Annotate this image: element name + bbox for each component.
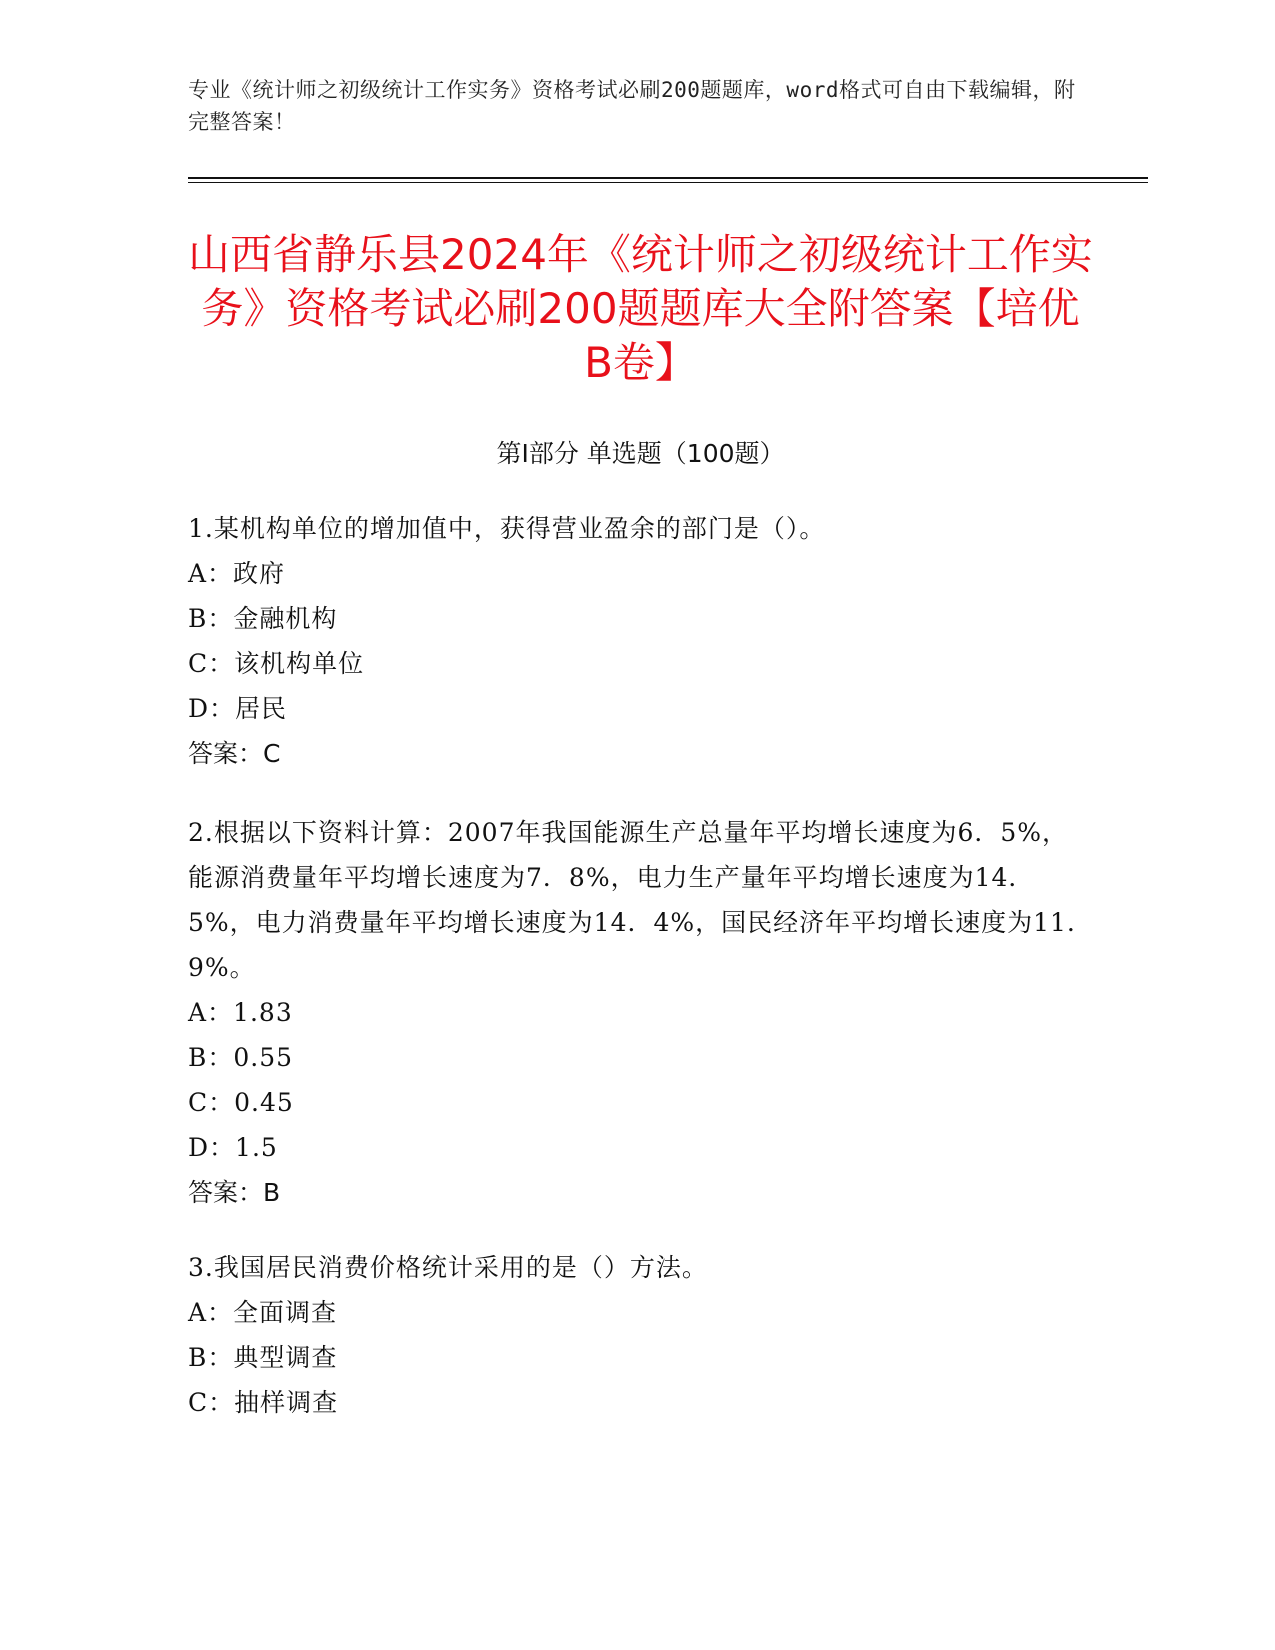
- option-c: C：抽样调查: [188, 1388, 339, 1417]
- option-d: D：居民: [188, 694, 288, 723]
- answer-text: 答案：C: [188, 739, 281, 768]
- question-stem: 3.我国居民消费价格统计采用的是（）方法。: [188, 1253, 708, 1282]
- section-heading: 第Ⅰ部分 单选题（100题）: [496, 439, 785, 468]
- question-1: [188, 506, 1093, 776]
- option-a: A：政府: [188, 559, 286, 588]
- answer-text: 答案：B: [188, 1178, 281, 1207]
- option-c: C：0.45: [188, 1088, 294, 1117]
- option-b: B：0.55: [188, 1043, 294, 1072]
- question-stem: 2.根据以下资料计算：2007年我国能源生产总量年平均增长速度为6．5%，能源消费量年平均增长速度为7．8%，电力生产量年平均增长速度为14．5%，电力消费量年平均增长速度为14．4%，国民经济年平均增长速度为11．9%。: [188, 818, 1093, 982]
- option-c: C：该机构单位: [188, 649, 365, 678]
- option-a: A：1.83: [188, 998, 293, 1027]
- option-a: A：全面调查: [188, 1298, 338, 1327]
- document-title: 山西省静乐县2024年《统计师之初级统计工作实务》资格考试必刷200题题库大全附答案【培优B卷】: [188, 230, 1093, 387]
- header-divider-thick: [188, 177, 1148, 179]
- question-stem: 1.某机构单位的增加值中，获得营业盈余的部门是（）。: [188, 514, 826, 543]
- question-3: [188, 1245, 1093, 1425]
- option-b: B：金融机构: [188, 604, 338, 633]
- header-note: 专业《统计师之初级统计工作实务》资格考试必刷200题题库，word格式可自由下载编辑，附完整答案！: [188, 78, 1076, 134]
- option-d: D：1.5: [188, 1133, 278, 1162]
- option-b: B：典型调查: [188, 1343, 338, 1372]
- header-divider-thin: [188, 182, 1148, 183]
- question-2: [188, 810, 1093, 1215]
